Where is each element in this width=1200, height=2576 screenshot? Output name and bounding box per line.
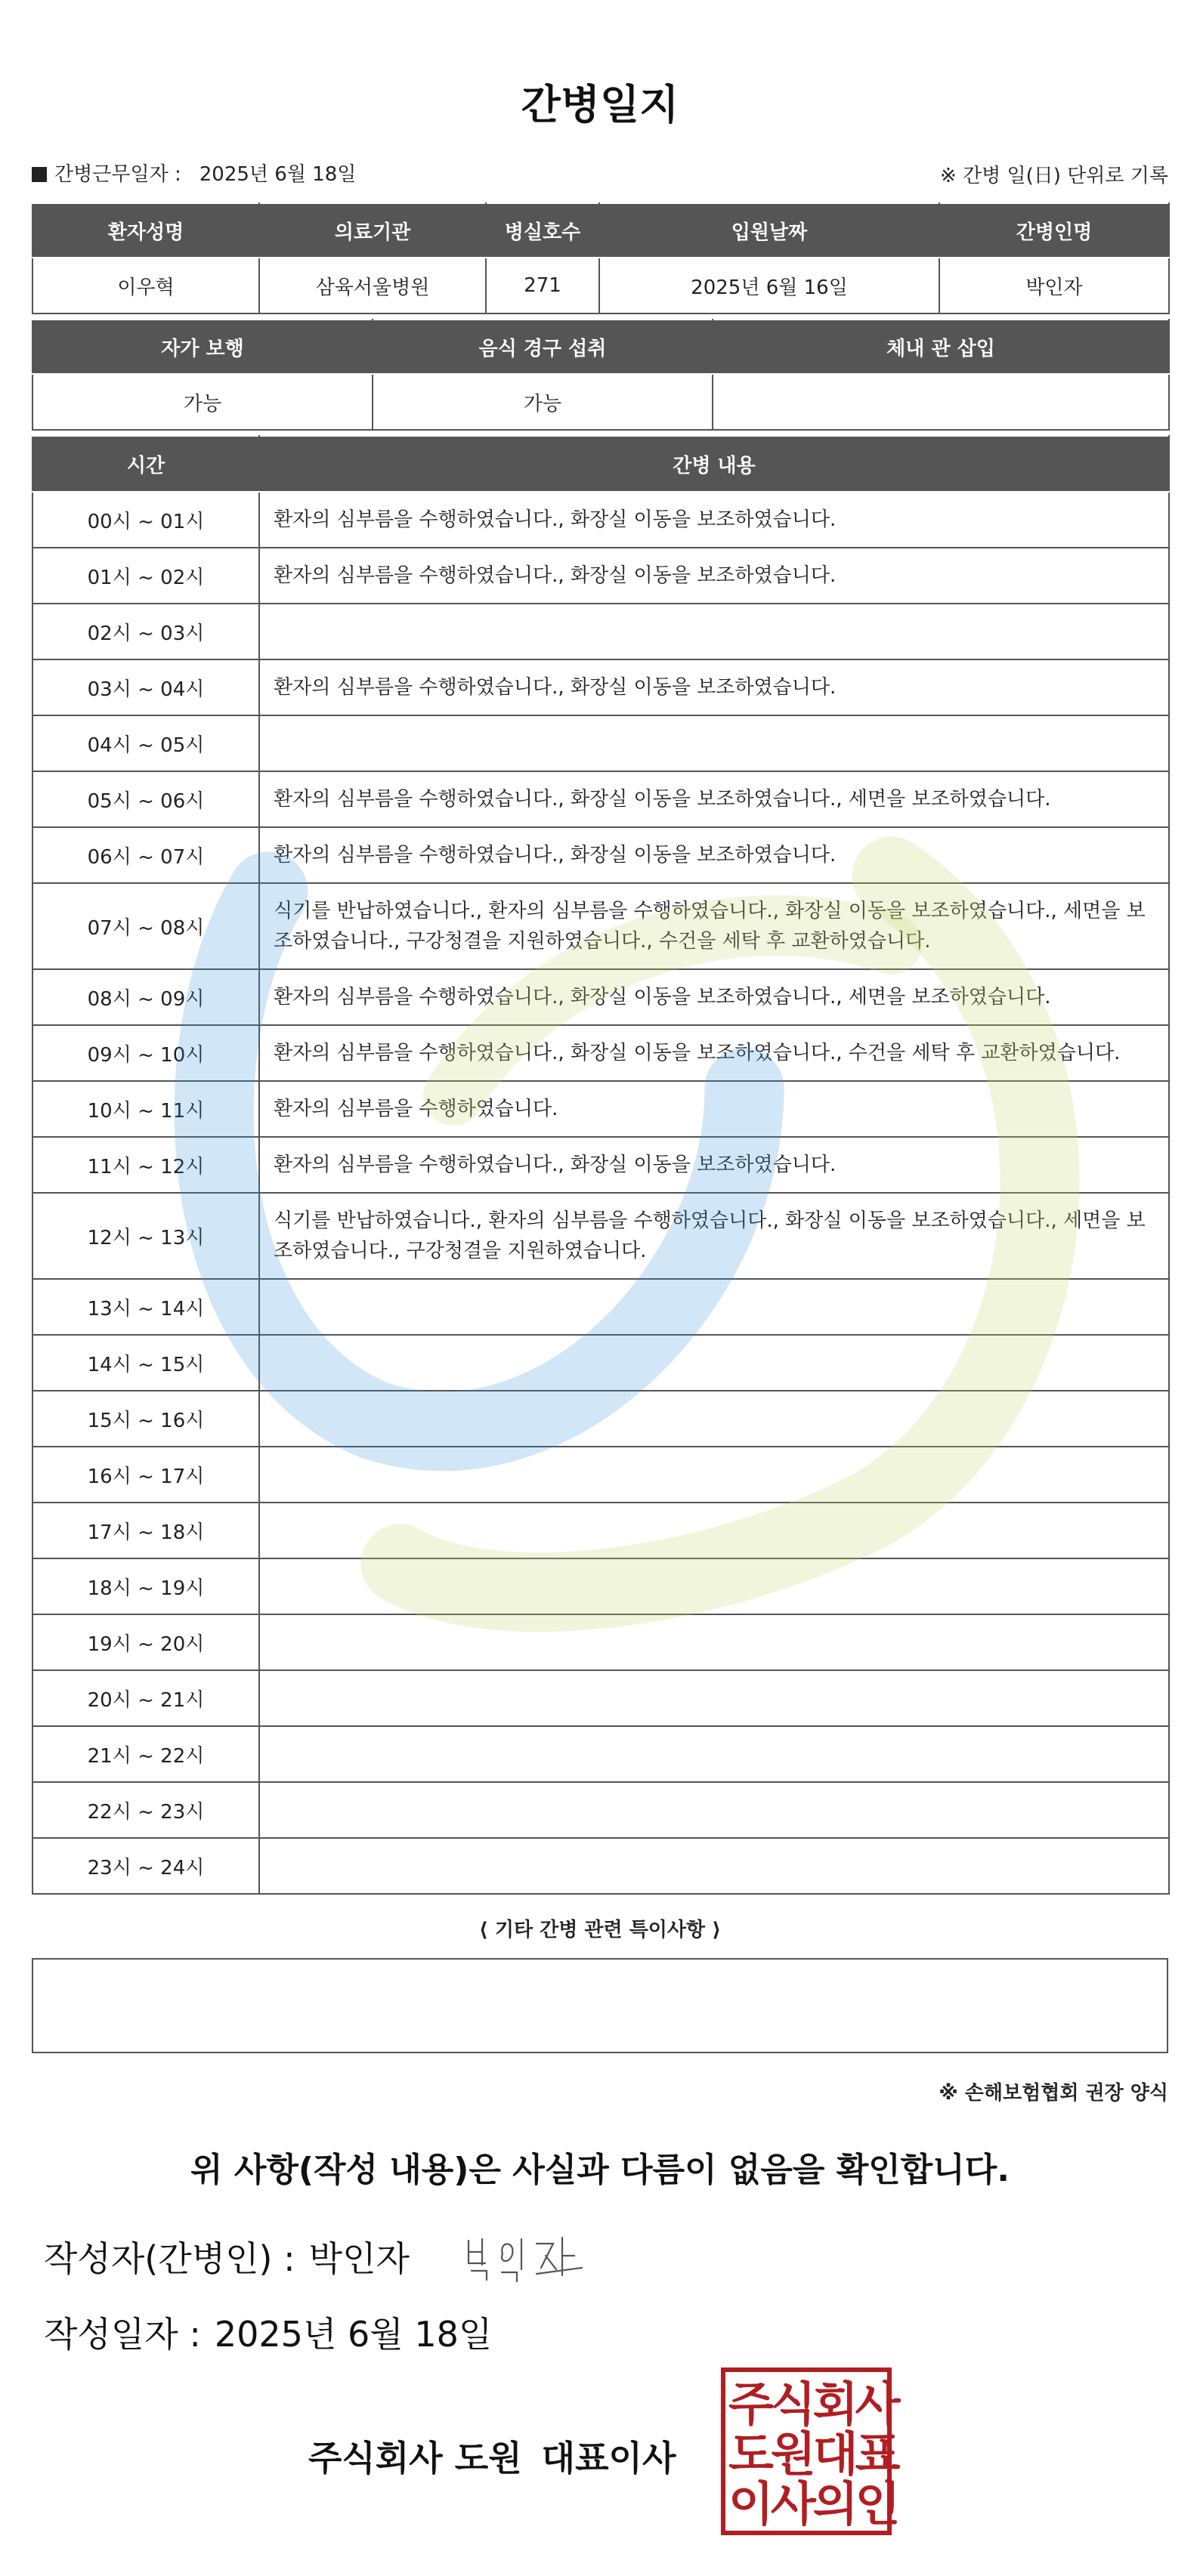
log-time-cell: 06시 ~ 07시 [32,827,259,883]
table-row [32,1193,1169,1279]
log-content-cell: 환자의 심부름을 수행하였습니다., 화장실 이동을 보조하였습니다. [259,827,1169,883]
log-content-cell [259,1670,1169,1726]
log-content-cell: 식기를 반납하였습니다., 환자의 심부름을 수행하였습니다., 화장실 이동을 보조하였습니다., 세면을 보조하였습니다., 구강청결을 지원하였습니다. [259,1193,1169,1279]
table-row [32,1782,1169,1838]
log-content-cell [259,1614,1169,1670]
caregiver-name: 박인자 [939,258,1169,314]
table-header-row [32,203,1169,258]
log-content-cell [259,1558,1169,1614]
log-time-cell: 01시 ~ 02시 [32,548,259,604]
table-row [32,1670,1169,1726]
oral-intake-value: 가능 [373,374,713,430]
room-number: 271 [486,258,599,314]
table-header-row [32,436,1169,492]
log-content-cell: 환자의 심부름을 수행하였습니다., 화장실 이동을 보조하였습니다., 세면을 보조하였습니다. [259,771,1169,827]
table-row [32,883,1169,969]
table-row [32,1726,1169,1782]
patient-status-table [32,319,1170,431]
log-time-cell: 12시 ~ 13시 [32,1193,259,1279]
work-date [32,159,356,187]
log-content-cell [259,1503,1169,1558]
patient-info-table [32,202,1170,314]
log-content-cell: 환자의 심부름을 수행하였습니다., 화장실 이동을 보조하였습니다. [259,548,1169,604]
table-row [32,771,1169,827]
log-content-cell: 식기를 반납하였습니다., 환자의 심부름을 수행하였습니다., 화장실 이동을 보조하였습니다., 세면을 보조하였습니다., 구강청결을 지원하였습니다., 수건을 세탁 후 교환하였습니다. [259,883,1169,969]
log-content-cell [259,1447,1169,1503]
seal-line: 이사의인 [728,2476,898,2531]
header-admission-date: 입원날짜 [599,203,939,258]
care-log-table [32,435,1170,1895]
record-note: ※ 간병 일(日) 단위로 기록 [939,165,1168,187]
table-row [32,969,1169,1025]
table-row [32,548,1169,604]
table-row [32,1391,1169,1447]
log-time-cell: 21시 ~ 22시 [32,1726,259,1782]
header-room: 병실호수 [486,203,599,258]
log-time-cell: 10시 ~ 11시 [32,1081,259,1137]
log-time-cell: 02시 ~ 03시 [32,604,259,659]
log-time-cell: 19시 ~ 20시 [32,1614,259,1670]
log-time-cell: 04시 ~ 05시 [32,715,259,771]
header-hospital: 의료기관 [259,203,486,258]
table-row [32,1279,1169,1335]
header-caregiver-name: 간병인명 [939,203,1169,258]
confirm-statement: 위 사항(작성 내용)은 사실과 다름이 없음을 확인합니다. [190,2151,1010,2189]
log-content-cell: 환자의 심부름을 수행하였습니다., 화장실 이동을 보조하였습니다., 수건을 세탁 후 교환하였습니다. [259,1025,1169,1081]
log-time-cell: 16시 ~ 17시 [32,1447,259,1503]
work-date-label: 간병근무일자 : [54,163,181,186]
header-self-walking: 자가 보행 [32,320,373,374]
table-row [32,1447,1169,1503]
company-line [308,2431,676,2481]
writer-label: 작성자(간병인) : [44,2238,295,2279]
work-date-value: 2025년 6월 18일 [199,163,357,186]
square-bullet-icon [32,167,47,182]
log-time-cell: 03시 ~ 04시 [32,659,259,715]
handwritten-signature [461,2225,589,2286]
table-header-row [32,320,1169,374]
log-time-cell: 13시 ~ 14시 [32,1279,259,1335]
log-content-cell [259,1335,1169,1391]
log-content-cell [259,1391,1169,1447]
log-content-cell [259,1726,1169,1782]
recommend-note: ※ 손해보험협회 권장 양식 [939,2082,1168,2105]
table-row [32,1838,1169,1894]
table-row [32,1335,1169,1391]
log-time-cell: 00시 ~ 01시 [32,492,259,548]
table-row [32,827,1169,883]
notes-title: ⟨ 기타 간병 관련 특이사항 ⟩ [478,1919,722,1941]
log-content-cell: 환자의 심부름을 수행하였습니다., 화장실 이동을 보조하였습니다. [259,492,1169,548]
log-content-cell [259,715,1169,771]
company-name: 주식회사 도원 [308,2438,522,2479]
log-time-cell: 05시 ~ 06시 [32,771,259,827]
log-time-cell: 23시 ~ 24시 [32,1838,259,1894]
table-row [32,659,1169,715]
log-content-cell [259,1782,1169,1838]
log-content-cell: 환자의 심부름을 수행하였습니다. [259,1081,1169,1137]
table-row [32,374,1169,430]
log-time-cell: 18시 ~ 19시 [32,1558,259,1614]
header-time: 시간 [32,436,259,492]
table-row [32,1025,1169,1081]
log-time-cell: 07시 ~ 08시 [32,883,259,969]
log-content-cell: 환자의 심부름을 수행하였습니다., 화장실 이동을 보조하였습니다., 세면을 보조하였습니다. [259,969,1169,1025]
log-time-cell: 22시 ~ 23시 [32,1782,259,1838]
table-row [32,492,1169,548]
care-log-body [32,492,1169,1894]
table-row [32,604,1169,659]
log-time-cell: 14시 ~ 15시 [32,1335,259,1391]
log-time-cell: 20시 ~ 21시 [32,1670,259,1726]
table-row [32,1503,1169,1558]
self-walking-value: 가능 [32,374,373,430]
table-row [32,1558,1169,1614]
tube-insertion-value [713,374,1169,430]
writer-line [44,2232,410,2281]
hospital-name: 삼육서울병원 [259,258,486,314]
written-date-value: 2025년 6월 18일 [214,2314,493,2355]
log-content-cell [259,1838,1169,1894]
header-care-content: 간병 내용 [259,436,1169,492]
log-content-cell: 환자의 심부름을 수행하였습니다., 화장실 이동을 보조하였습니다. [259,659,1169,715]
table-row [32,1081,1169,1137]
notes-box [32,1958,1168,2053]
log-content-cell [259,1279,1169,1335]
patient-name: 이우혁 [32,258,259,314]
log-time-cell: 15시 ~ 16시 [32,1391,259,1447]
page-title: 간병일지 [521,81,679,128]
seal-line: 도원대표 [728,2426,898,2482]
header-patient-name: 환자성명 [32,203,259,258]
log-content-cell: 환자의 심부름을 수행하였습니다., 화장실 이동을 보조하였습니다. [259,1137,1169,1193]
log-time-cell: 08시 ~ 09시 [32,969,259,1025]
written-date-label: 작성일자 : [44,2314,201,2355]
writer-name: 박인자 [308,2238,410,2279]
log-time-cell: 11시 ~ 12시 [32,1137,259,1193]
header-tube-insertion: 체내 관 삽입 [713,320,1169,374]
table-row [32,1614,1169,1670]
table-row [32,258,1169,314]
log-content-cell [259,604,1169,659]
company-seal-stamp [721,2368,898,2535]
log-time-cell: 09시 ~ 10시 [32,1025,259,1081]
written-date [44,2307,492,2357]
company-rep: 대표이사 [541,2438,676,2479]
table-row [32,715,1169,771]
admission-date: 2025년 6월 16일 [599,258,939,314]
header-oral-intake: 음식 경구 섭취 [373,320,713,374]
seal-line: 주식회사 [728,2377,898,2432]
log-time-cell: 17시 ~ 18시 [32,1503,259,1558]
table-row [32,1137,1169,1193]
